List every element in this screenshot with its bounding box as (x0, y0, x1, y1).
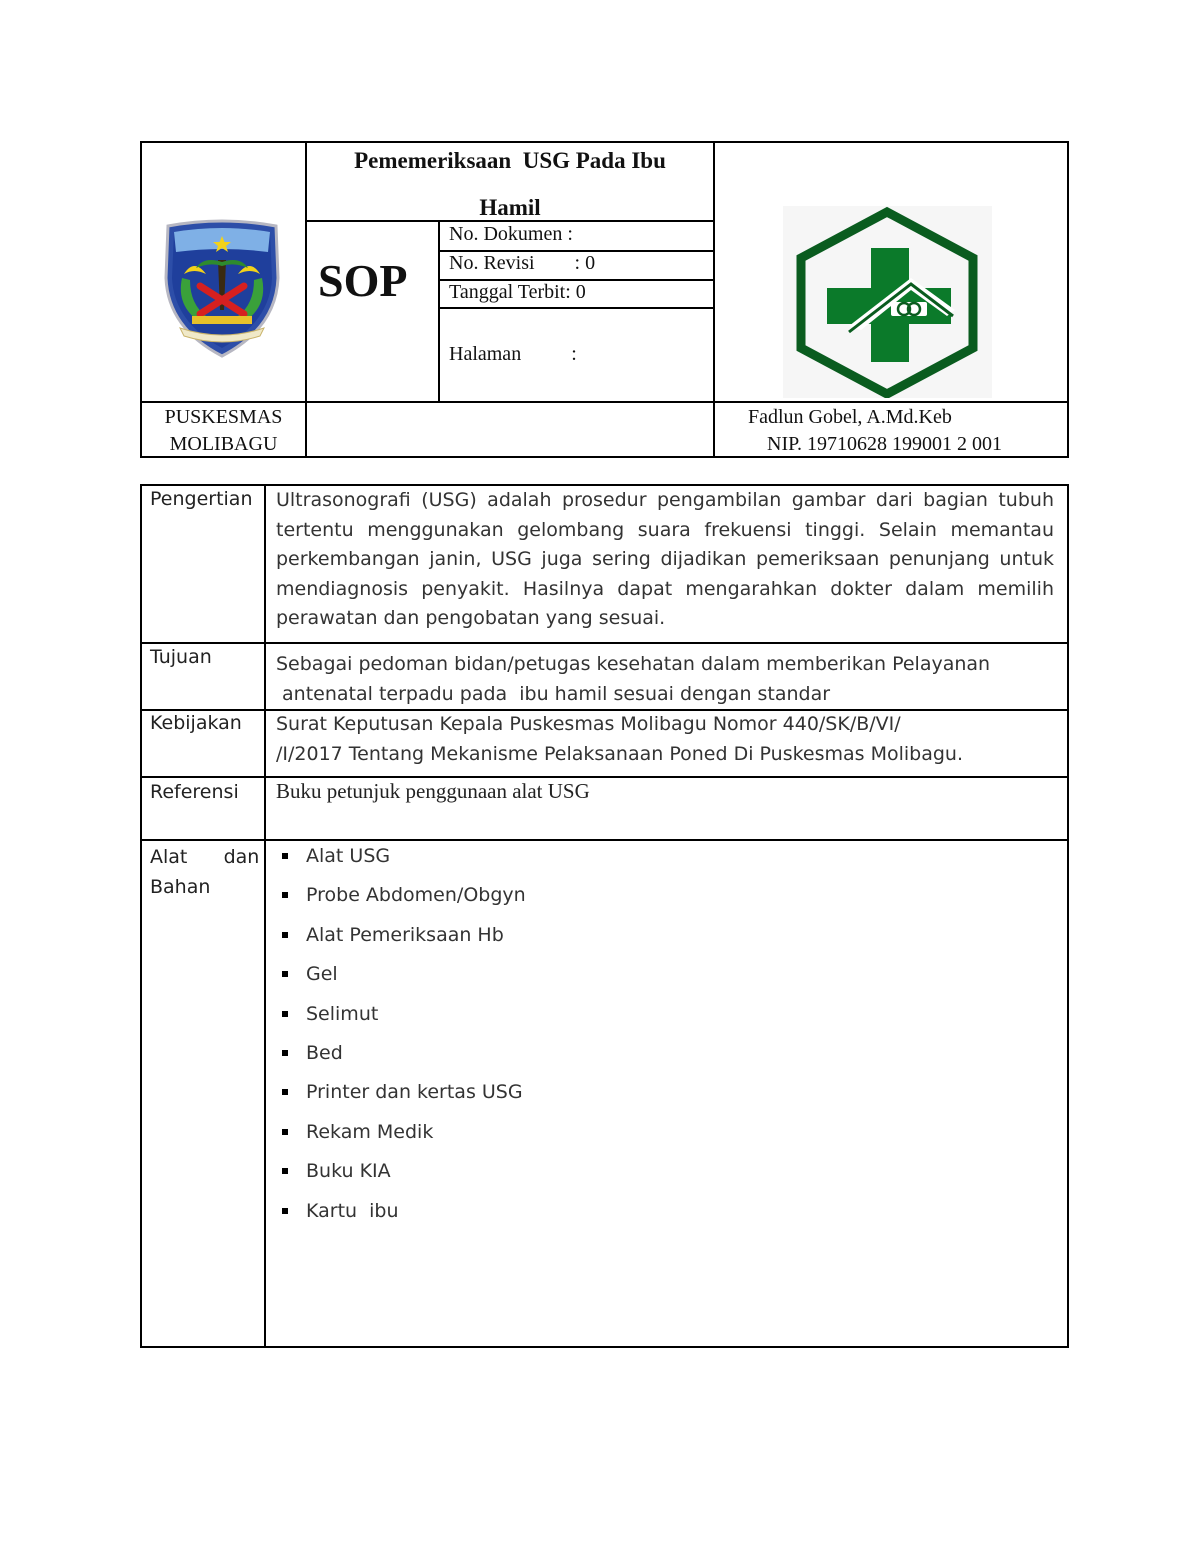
tujuan-line1: Sebagai pedoman bidan/petugas kesehatan dalam memberikan Pelayanan (276, 653, 991, 675)
bullet-icon (282, 1129, 288, 1135)
tanggal-terbit: Tanggal Terbit: 0 (449, 281, 586, 303)
sop-title (306, 143, 714, 221)
regional-coat-of-arms-logo (160, 218, 284, 360)
alat-label (150, 842, 260, 902)
no-revisi: No. Revisi : 0 (449, 252, 596, 274)
bullet-icon (282, 1168, 288, 1174)
referensi-text: Buku petunjuk penggunaan alat USG (276, 779, 590, 803)
list-item (279, 1197, 1039, 1236)
bullet-icon (282, 1011, 288, 1017)
list-item (279, 1039, 1039, 1078)
alat-list (279, 842, 1039, 1236)
coat-of-arms-icon (160, 218, 284, 360)
list-item (279, 1157, 1039, 1196)
referensi-label: Referensi (150, 781, 239, 803)
alat-label-line2: Bahan (150, 876, 211, 898)
list-item-text: Alat Pemeriksaan Hb (306, 923, 504, 946)
org-line2: MOLIBAGU (169, 433, 278, 455)
list-item-text: Rekam Medik (306, 1120, 434, 1143)
list-item (279, 960, 1039, 999)
sop-title-line1: Pememeriksaan USG Pada Ibu (354, 148, 666, 173)
kebijakan-label: Kebijakan (150, 712, 242, 734)
bullet-icon (282, 1050, 288, 1056)
bullet-icon (282, 853, 288, 859)
list-item (279, 1000, 1039, 1039)
tujuan-text (276, 645, 1056, 713)
list-item-text: Kartu ibu (306, 1199, 399, 1222)
list-item-text: Gel (306, 963, 338, 986)
puskesmas-logo (783, 206, 992, 398)
org-line1: PUSKESMAS (164, 406, 283, 428)
sop-label: SOP (318, 255, 408, 306)
list-item (279, 921, 1039, 960)
sop-title-line2: Hamil (479, 195, 541, 220)
signer-name: Fadlun Gobel, A.Md.Keb (748, 406, 952, 428)
list-item-text: Buku KIA (306, 1160, 391, 1183)
list-item (279, 1078, 1039, 1117)
kebijakan-line1: Surat Keputusan Kepala Puskesmas Molibagu Nomor 440/SK/B/VI/ (276, 713, 901, 735)
kebijakan-text (276, 710, 1056, 769)
kebijakan-line2: /I/2017 Tentang Mekanisme Pelaksanaan Poned Di Puskesmas Molibagu. (276, 742, 964, 765)
pengertian-label: Pengertian (150, 488, 253, 510)
list-item (279, 842, 1039, 881)
list-item-text: Probe Abdomen/Obgyn (306, 884, 526, 907)
org-name (142, 404, 305, 458)
tujuan-label: Tujuan (150, 646, 212, 668)
tujuan-line2: antenatal terpadu pada ibu hamil sesuai dengan standar (276, 683, 831, 705)
list-item (279, 1118, 1039, 1157)
no-dokumen: No. Dokumen : (449, 223, 573, 245)
bullet-icon (282, 1089, 288, 1095)
list-item-text: Bed (306, 1041, 343, 1064)
puskesmas-cross-icon (783, 206, 992, 398)
list-item-text: Alat USG (306, 845, 391, 867)
bullet-icon (282, 932, 288, 938)
signer-nip: NIP. 19710628 199001 2 001 (767, 433, 1003, 455)
alat-label-line1: Alat dan (150, 846, 260, 868)
list-item-text: Selimut (306, 1002, 379, 1025)
bullet-icon (282, 1208, 288, 1214)
list-item-text: Printer dan kertas USG (306, 1081, 523, 1104)
bullet-icon (282, 892, 288, 898)
bullet-icon (282, 971, 288, 977)
list-item (279, 881, 1039, 920)
halaman: Halaman : (449, 343, 577, 365)
signer-block (715, 404, 1067, 458)
pengertian-text: Ultrasonografi (USG) adalah prosedur pengambilan gambar dari bagian tubuh tertentu menggunakan gelombang suara frekuensi tinggi. Selain memantau perkembangan janin, USG juga sering dijadikan pemeriksaan penunjang untuk mendiagnosis penyakit. Hasilnya dapat mengarahkan dokter dalam memilih perawatan dan pengobatan yang sesuai. (276, 489, 1054, 630)
